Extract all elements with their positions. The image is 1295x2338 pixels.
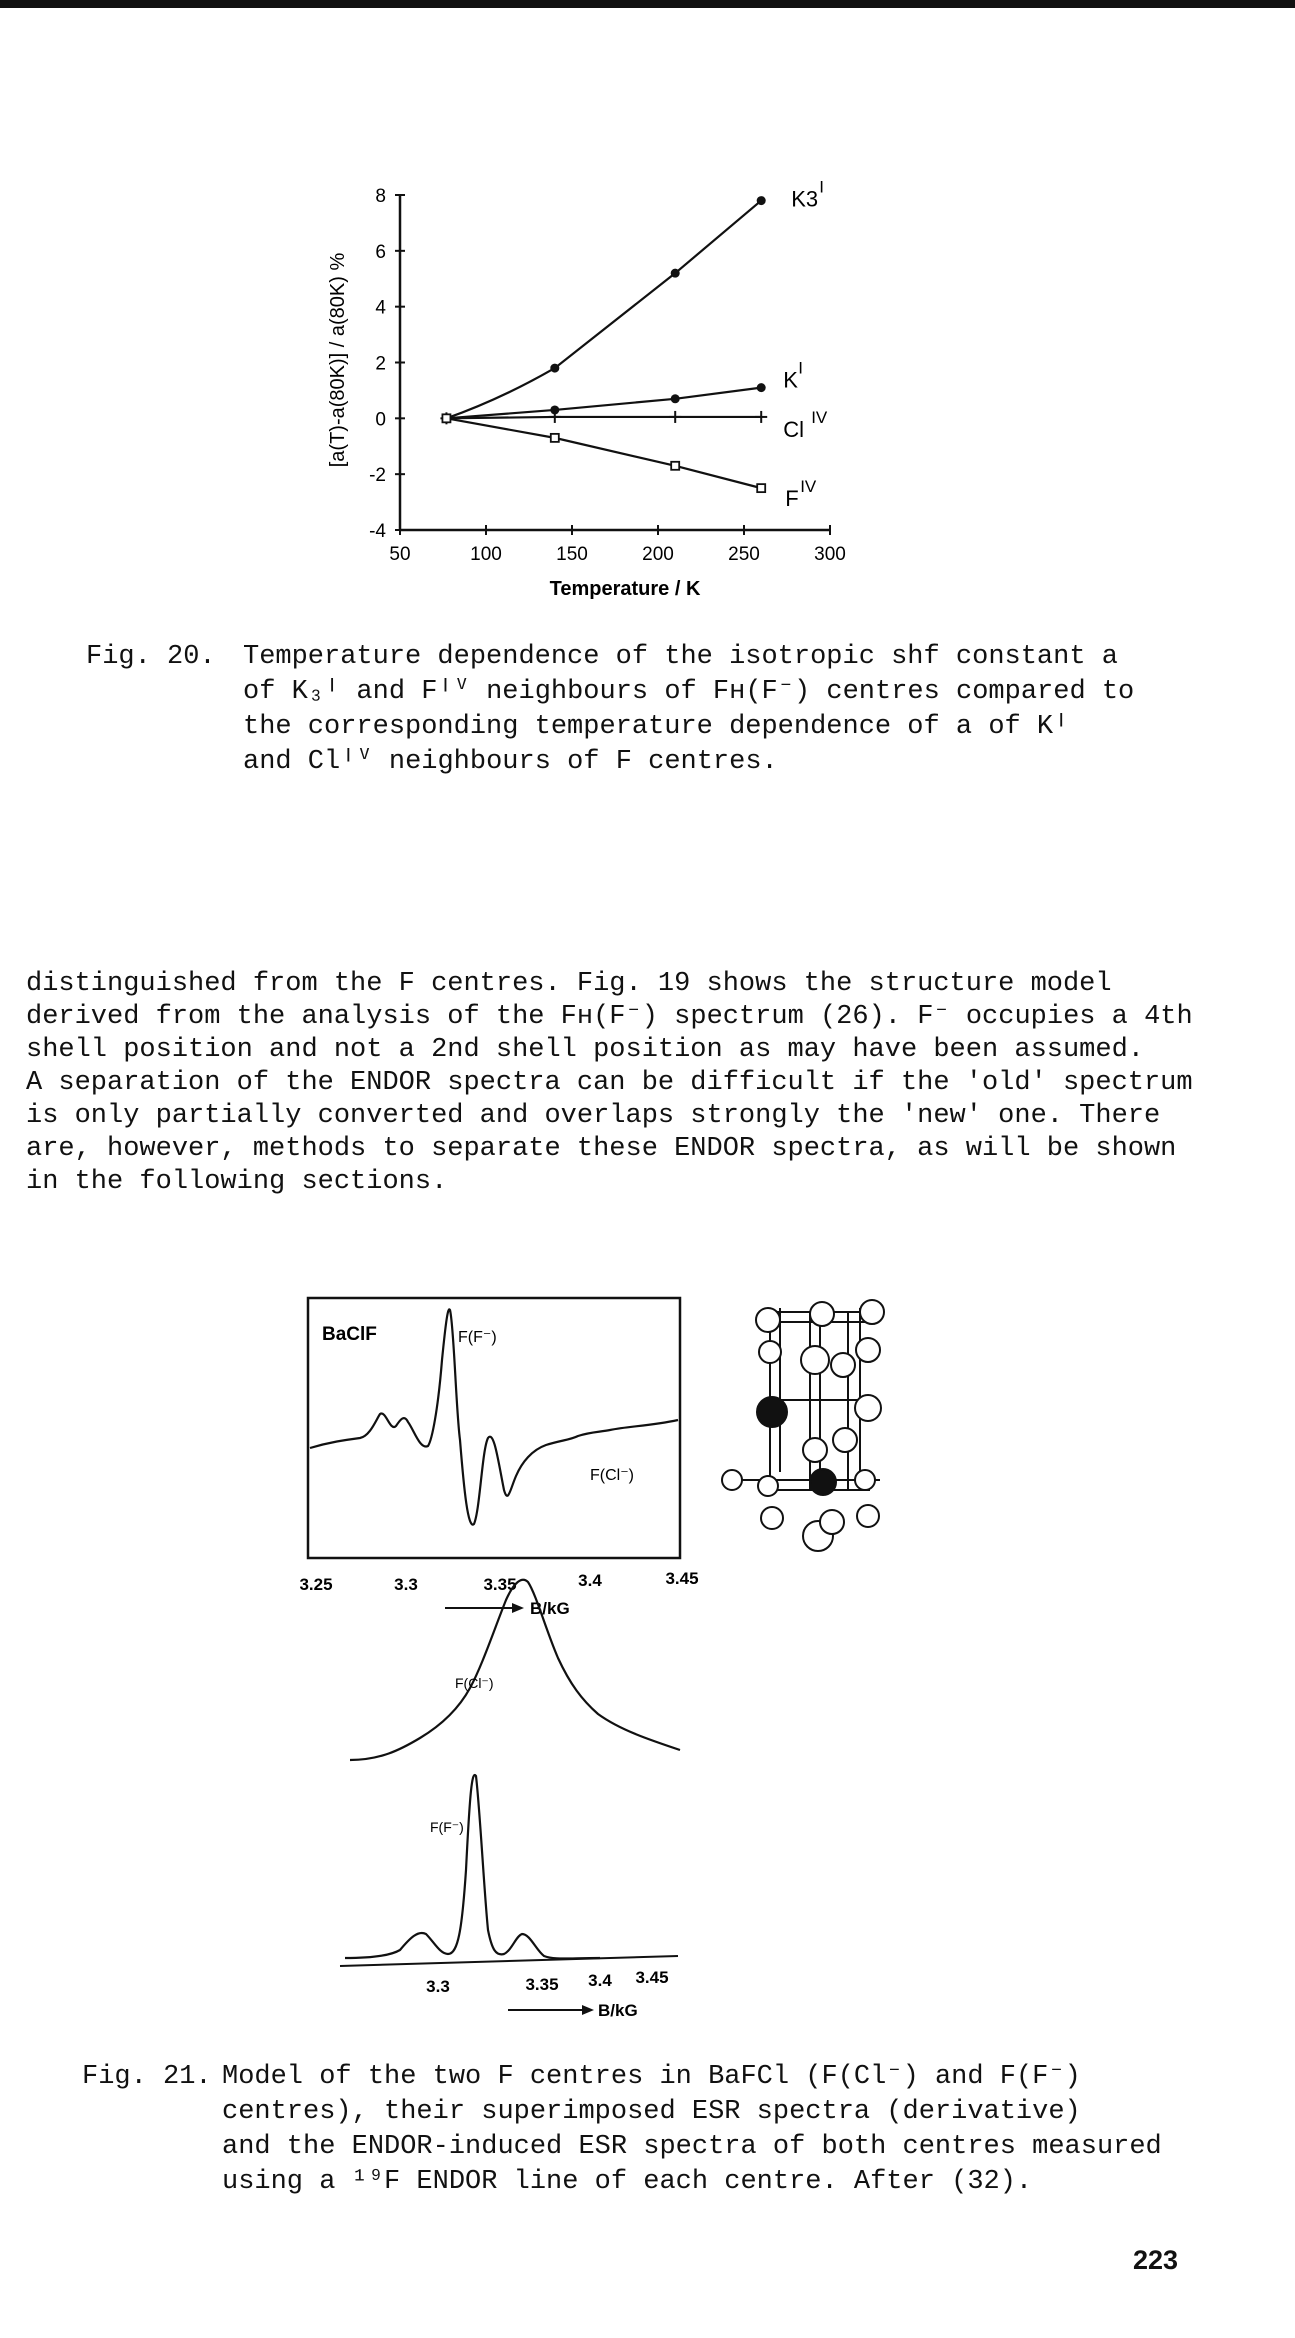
- endor-xtick: 3.3: [426, 1977, 450, 1996]
- y-tick-label: -2: [369, 465, 386, 487]
- fig20-caption-line2: of K₃ᴵ and Fᴵⱽ neighbours of Fʜ(F⁻) centres compared to: [243, 677, 1135, 707]
- data-point: [671, 462, 679, 470]
- fig20-caption-line3: the corresponding temperature dependence of a of Kᴵ: [243, 712, 1070, 742]
- fig20-axes: [369, 186, 846, 565]
- data-point: [442, 414, 450, 422]
- esr-sample-label: BaClF: [322, 1324, 377, 1345]
- fig20-labels: [783, 178, 828, 512]
- fig20-caption-label: Fig. 20.: [86, 642, 216, 672]
- y-tick-label: 4: [375, 297, 386, 319]
- y-tick-label: -4: [369, 521, 386, 542]
- chlorine-ion: [856, 1338, 880, 1362]
- series-label-sup: I: [798, 358, 803, 378]
- esr-xtick: 3.3: [394, 1575, 418, 1594]
- data-point: [549, 411, 561, 423]
- esr-xtick: 3.4: [578, 1571, 602, 1590]
- series-label-sup: IV: [800, 477, 817, 497]
- series-label-cl: Cl: [783, 416, 804, 442]
- endor-xtick: 3.35: [525, 1975, 559, 1994]
- chlorine-ion: [801, 1346, 829, 1374]
- fluorine-ion: [759, 1341, 781, 1363]
- fluorine-ion: [722, 1470, 742, 1490]
- y-tick-label: 2: [375, 353, 386, 375]
- series-label-sup: I: [819, 177, 824, 197]
- esr-fcl-label: F(Cl⁻): [590, 1467, 634, 1484]
- fig21-caption-label: Fig. 21.: [82, 2062, 212, 2092]
- y-tick-label: 8: [375, 186, 386, 207]
- paragraph-line: A separation of the ENDOR spectra can be difficult if the 'old' spectrum: [26, 1068, 1193, 1098]
- data-point: [551, 434, 559, 442]
- fig21-caption-line1: Model of the two F centres in BaFCl (F(Cl⁻) and F(F⁻): [222, 2062, 1081, 2092]
- endor-xtick: 3.45: [635, 1968, 669, 1987]
- endor-xlabel: B/kG: [598, 2001, 638, 2020]
- data-point: [755, 411, 767, 423]
- x-tick-label: 150: [556, 544, 588, 565]
- x-tick-label: 300: [814, 544, 846, 565]
- chlorine-ion: [855, 1395, 881, 1421]
- fluorine-ion: [756, 1308, 780, 1332]
- esr-ff-label: F(F⁻): [458, 1329, 497, 1346]
- paragraph-line: are, however, methods to separate these ENDOR spectra, as will be shown: [26, 1134, 1177, 1164]
- paragraph-line: is only partially converted and overlaps strongly the 'new' one. There: [26, 1101, 1161, 1131]
- fig21-figure: [300, 1290, 900, 2035]
- data-point: [550, 364, 559, 373]
- f-centre-vacancy: [757, 1397, 787, 1427]
- fluorine-ion: [860, 1300, 884, 1324]
- fig20-series: [440, 196, 767, 492]
- fig20-chart: [300, 165, 880, 620]
- fig21-caption: [82, 2060, 1162, 2200]
- f-centre-vacancy: [810, 1469, 836, 1495]
- x-tick-label: 250: [728, 544, 760, 565]
- series-line-k: [446, 388, 761, 419]
- fig20-caption-line1: Temperature dependence of the isotropic shf constant a: [243, 642, 1118, 672]
- fluorine-ion: [855, 1470, 875, 1490]
- data-point: [757, 484, 765, 492]
- fig20-plot: [300, 165, 880, 615]
- fig21-svg: [300, 1290, 900, 2030]
- esr-panel: [300, 1298, 699, 1618]
- fig20-caption-line4: and Clᴵⱽ neighbours of F centres.: [243, 747, 778, 777]
- chlorine-ion: [820, 1510, 844, 1534]
- crystal-structure-model: [722, 1300, 884, 1551]
- series-label-k3: K3: [791, 186, 819, 212]
- chlorine-ion: [857, 1505, 879, 1527]
- fig20-ylabel: [a(T)-a(80K)] / a(80K) %: [327, 252, 349, 468]
- endor-ff-curve: [345, 1775, 600, 1958]
- page-number: 223: [1133, 2245, 1179, 2275]
- data-point: [671, 269, 680, 278]
- chlorine-ion: [761, 1507, 783, 1529]
- fig21-caption-line4: using a ¹⁹F ENDOR line of each centre. After (32).: [222, 2167, 1033, 2197]
- fig20-xlabel: Temperature / K: [549, 578, 701, 600]
- x-tick-label: 200: [642, 544, 674, 565]
- body-paragraph: [26, 968, 1193, 1199]
- arrowhead-icon: [582, 2005, 594, 2015]
- fig20-caption: [86, 640, 1134, 780]
- series-label-k: K: [783, 367, 798, 393]
- chlorine-ion: [831, 1353, 855, 1377]
- fluorine-ion: [758, 1476, 778, 1496]
- esr-xtick: 3.45: [665, 1569, 699, 1588]
- data-point: [671, 394, 680, 403]
- data-point: [757, 383, 766, 392]
- esr-xlabel: B/kG: [530, 1599, 570, 1618]
- esr-xtick: 3.25: [300, 1575, 333, 1594]
- y-tick-label: 6: [375, 241, 386, 263]
- chlorine-ion: [803, 1438, 827, 1462]
- paragraph-line: in the following sections.: [26, 1167, 448, 1197]
- chlorine-ion: [833, 1428, 857, 1452]
- fig21-caption-line2: centres), their superimposed ESR spectra (derivative): [222, 2097, 1081, 2127]
- series-line-cl: [446, 417, 761, 418]
- paragraph-line: shell position and not a 2nd shell position as may have been assumed.: [26, 1035, 1144, 1065]
- fluorine-ion: [810, 1302, 834, 1326]
- x-tick-label: 50: [389, 544, 411, 565]
- paragraph-line: derived from the analysis of the Fʜ(F⁻) spectrum (26). F⁻ occupies a 4th: [26, 1002, 1193, 1032]
- series-line-k3: [446, 201, 761, 419]
- series-line-f: [446, 418, 761, 488]
- y-tick-label: 0: [375, 409, 386, 431]
- endor-xtick: 3.4: [588, 1971, 612, 1990]
- endor-fcl-label: F(Cl⁻): [455, 1675, 494, 1691]
- data-point: [757, 196, 766, 205]
- scan-top-edge: [0, 0, 1295, 8]
- fig21-caption-line3: and the ENDOR-induced ESR spectra of both centres measured: [222, 2132, 1162, 2162]
- arrowhead-icon: [512, 1603, 524, 1613]
- series-label-sup: IV: [811, 407, 828, 427]
- endor-baseline: [340, 1956, 678, 1966]
- esr-xtick: 3.35: [483, 1575, 517, 1594]
- endor-ff-label: F(F⁻): [430, 1819, 464, 1835]
- endor-panel: [340, 1580, 680, 2020]
- paragraph-line: distinguished from the F centres. Fig. 19 shows the structure model: [26, 969, 1112, 999]
- x-tick-label: 100: [470, 544, 502, 565]
- series-label-f: F: [785, 486, 799, 512]
- data-point: [669, 411, 681, 423]
